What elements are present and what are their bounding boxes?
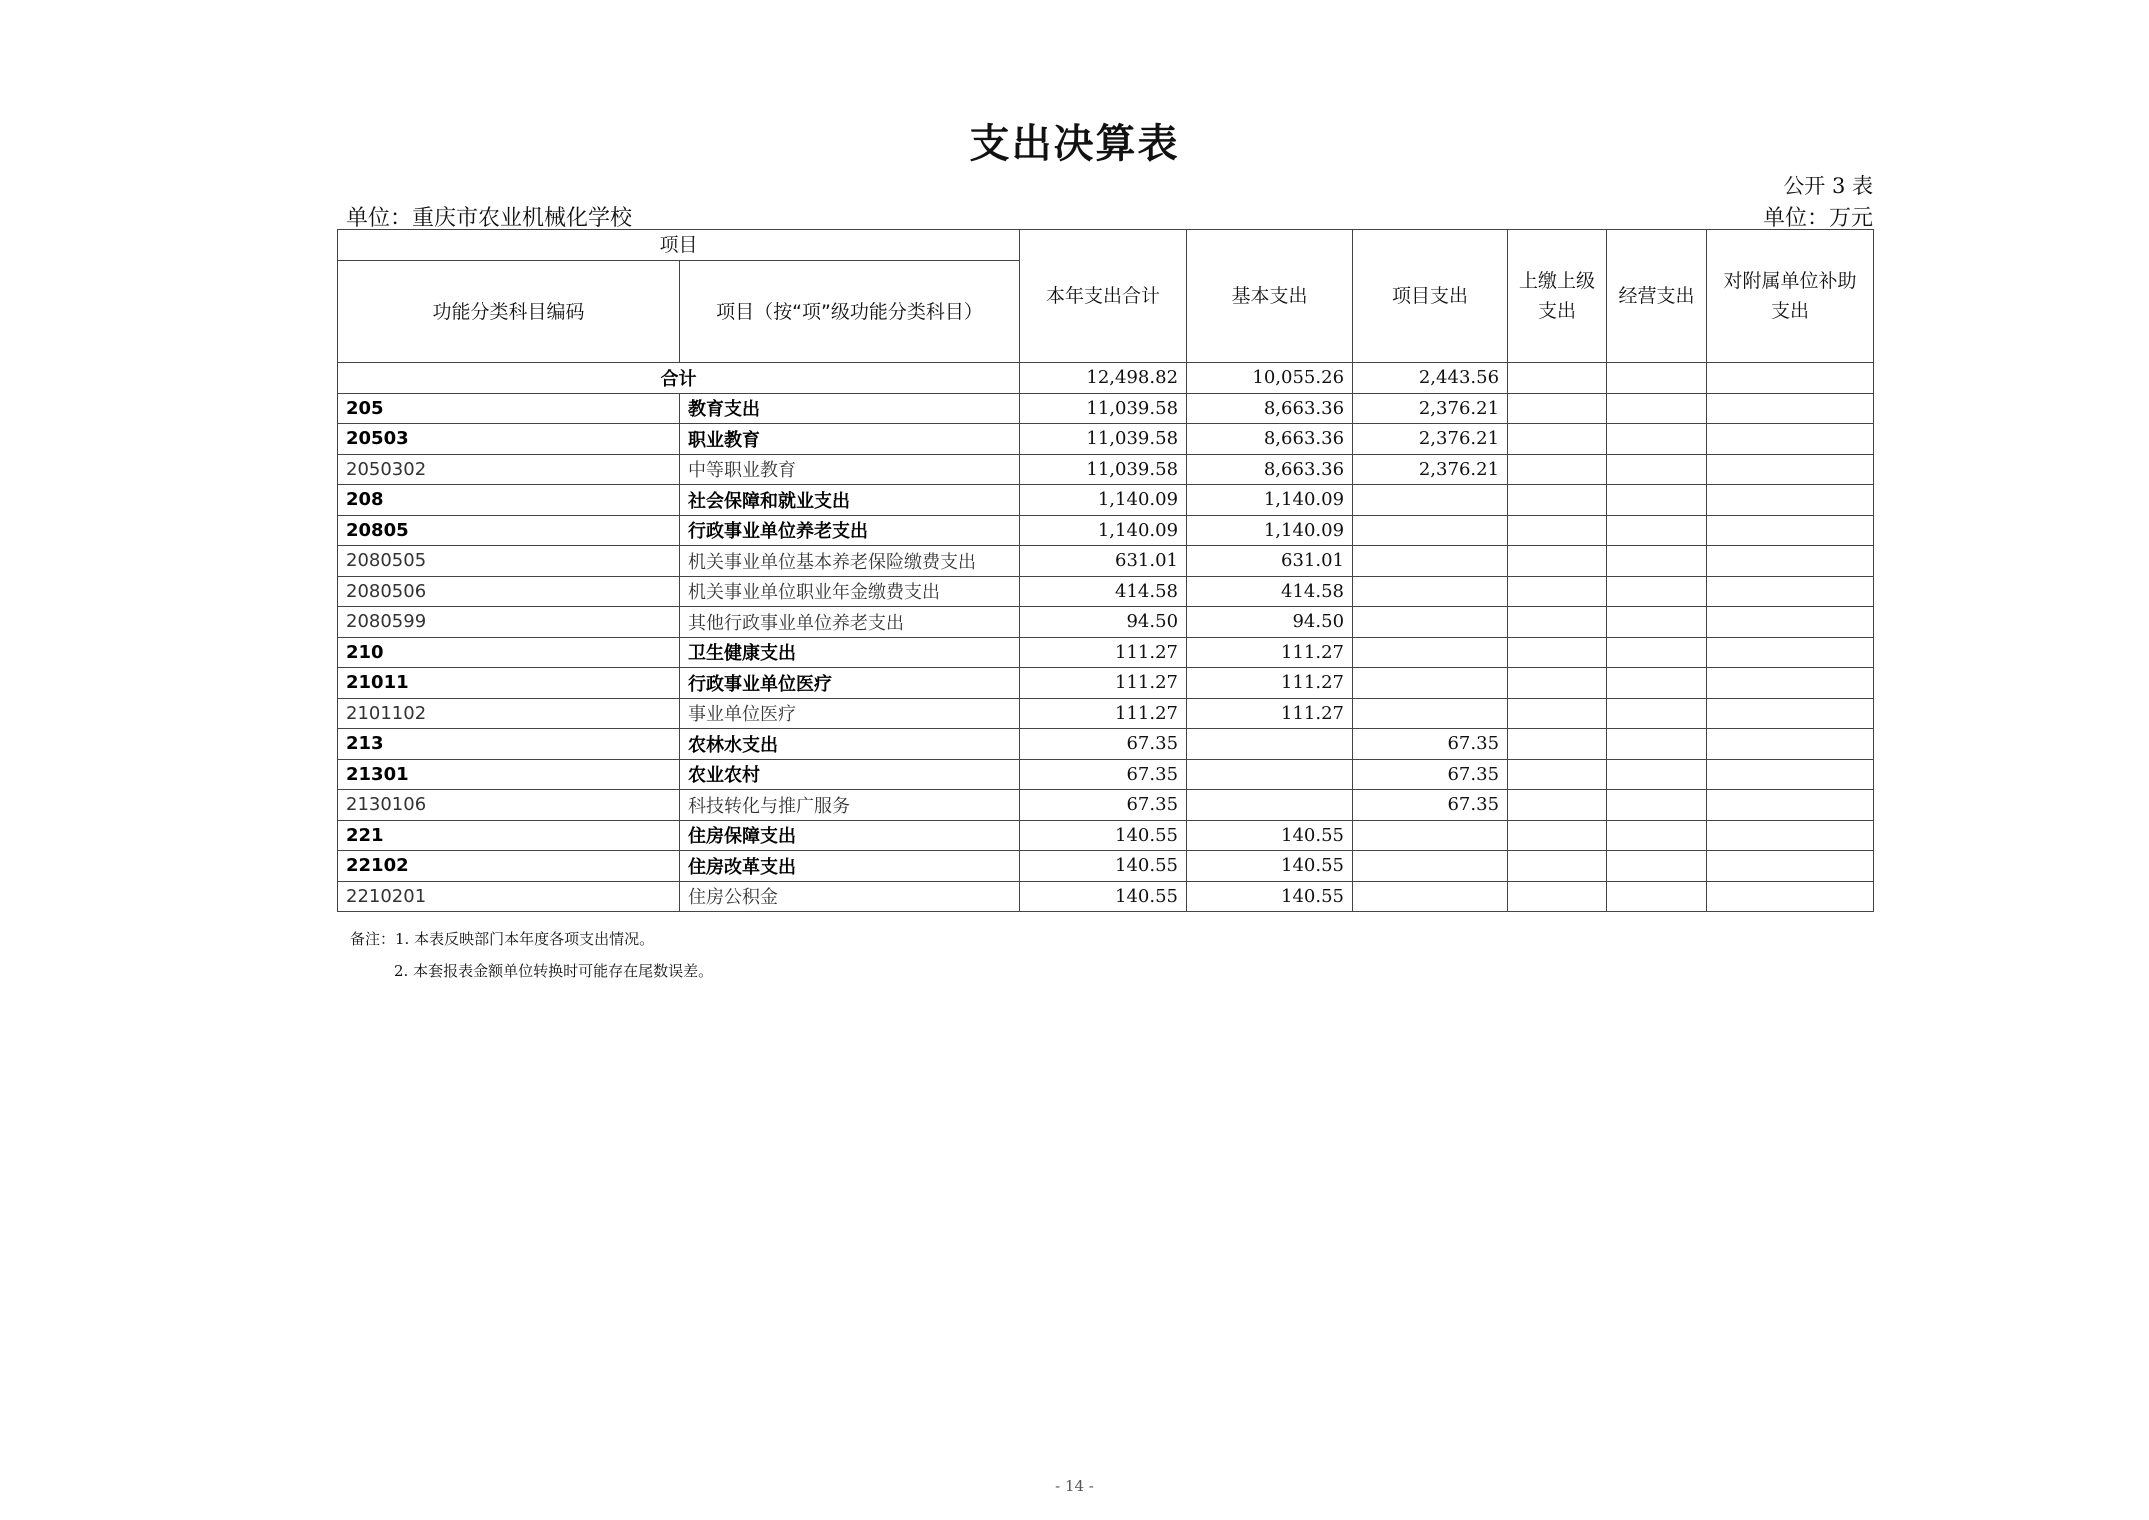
row-code: 2080506 [338,576,680,607]
row-code: 22102 [338,851,680,882]
header-business: 经营支出 [1607,230,1707,363]
row-project [1353,607,1508,638]
row-subsidy [1707,729,1874,760]
row-upper [1508,515,1607,546]
table-row [338,576,1874,607]
row-basic [1187,759,1353,790]
row-total: 11,039.58 [1020,454,1187,485]
row-basic: 631.01 [1187,546,1353,577]
row-code: 2080505 [338,546,680,577]
row-name: 中等职业教育 [680,454,1020,485]
table-row [338,546,1874,577]
header-code: 功能分类科目编码 [338,261,680,363]
row-code: 2210201 [338,881,680,912]
row-basic: 8,663.36 [1187,393,1353,424]
row-project: 2,376.21 [1353,454,1508,485]
row-total: 67.35 [1020,790,1187,821]
row-subsidy [1707,607,1874,638]
row-total: 67.35 [1020,729,1187,760]
header-name: 项目（按“项”级功能分类科目） [680,261,1020,363]
row-upper [1508,881,1607,912]
row-upper [1508,546,1607,577]
row-business [1607,820,1707,851]
row-basic: 111.27 [1187,637,1353,668]
row-total: 111.27 [1020,698,1187,729]
row-code: 208 [338,485,680,516]
row-subsidy [1707,485,1874,516]
header-project: 项目支出 [1353,230,1508,363]
row-subsidy [1707,424,1874,455]
row-name: 住房公积金 [680,881,1020,912]
row-name: 事业单位医疗 [680,698,1020,729]
row-name: 机关事业单位职业年金缴费支出 [680,576,1020,607]
row-name: 教育支出 [680,393,1020,424]
row-subsidy [1707,454,1874,485]
row-basic: 1,140.09 [1187,485,1353,516]
page-title: 支出决算表 [969,121,1180,167]
row-business [1607,576,1707,607]
table-row [338,485,1874,516]
row-code: 20805 [338,515,680,546]
row-code: 20503 [338,424,680,455]
row-code: 2101102 [338,698,680,729]
table-row [338,668,1874,699]
row-project [1353,851,1508,882]
row-basic: 414.58 [1187,576,1353,607]
row-basic [1187,790,1353,821]
row-name: 社会保障和就业支出 [680,485,1020,516]
row-subsidy [1707,759,1874,790]
row-project [1353,546,1508,577]
row-business [1607,546,1707,577]
row-subsidy [1707,790,1874,821]
row-business [1607,668,1707,699]
row-subsidy [1707,515,1874,546]
row-code: 213 [338,729,680,760]
row-name: 其他行政事业单位养老支出 [680,607,1020,638]
row-project: 67.35 [1353,790,1508,821]
row-basic: 111.27 [1187,698,1353,729]
row-subsidy [1707,881,1874,912]
row-upper [1508,393,1607,424]
row-code: 21011 [338,668,680,699]
row-basic: 8,663.36 [1187,454,1353,485]
row-upper [1508,851,1607,882]
total-business [1607,363,1707,394]
row-basic: 94.50 [1187,607,1353,638]
row-subsidy [1707,637,1874,668]
row-code: 21301 [338,759,680,790]
row-upper [1508,790,1607,821]
row-business [1607,515,1707,546]
row-subsidy [1707,668,1874,699]
notes [350,923,713,987]
row-basic: 111.27 [1187,668,1353,699]
row-name: 行政事业单位养老支出 [680,515,1020,546]
row-name: 住房保障支出 [680,820,1020,851]
table-row [338,607,1874,638]
row-basic: 1,140.09 [1187,515,1353,546]
row-business [1607,881,1707,912]
row-business [1607,851,1707,882]
row-upper [1508,759,1607,790]
row-total: 111.27 [1020,637,1187,668]
total-amount: 12,498.82 [1020,363,1187,394]
header-total: 本年支出合计 [1020,230,1187,363]
row-subsidy [1707,851,1874,882]
row-business [1607,759,1707,790]
row-code: 2080599 [338,607,680,638]
row-code: 2130106 [338,790,680,821]
row-subsidy [1707,820,1874,851]
row-upper [1508,454,1607,485]
row-total: 67.35 [1020,759,1187,790]
total-subsidy [1707,363,1874,394]
header-basic: 基本支出 [1187,230,1353,363]
row-basic: 140.55 [1187,851,1353,882]
row-business [1607,790,1707,821]
page-number: - 14 - [1055,1477,1094,1495]
table-row [338,454,1874,485]
row-total: 140.55 [1020,851,1187,882]
row-upper [1508,607,1607,638]
row-upper [1508,637,1607,668]
row-code: 221 [338,820,680,851]
row-business [1607,698,1707,729]
row-project: 67.35 [1353,729,1508,760]
row-business [1607,637,1707,668]
total-basic: 10,055.26 [1187,363,1353,394]
row-upper [1508,698,1607,729]
row-business [1607,729,1707,760]
row-name: 科技转化与推广服务 [680,790,1020,821]
total-row [338,363,1874,394]
row-total: 11,039.58 [1020,393,1187,424]
row-project [1353,698,1508,729]
row-project [1353,820,1508,851]
row-name: 住房改革支出 [680,851,1020,882]
row-subsidy [1707,393,1874,424]
row-name: 农林水支出 [680,729,1020,760]
row-business [1607,424,1707,455]
row-name: 机关事业单位基本养老保险缴费支出 [680,546,1020,577]
row-total: 11,039.58 [1020,424,1187,455]
row-project: 2,376.21 [1353,393,1508,424]
row-upper [1508,820,1607,851]
row-subsidy [1707,546,1874,577]
note-2: 2. 本套报表金额单位转换时可能存在尾数误差。 [394,962,714,980]
row-project [1353,881,1508,912]
row-project: 67.35 [1353,759,1508,790]
table-row [338,424,1874,455]
row-upper [1508,485,1607,516]
header-item-group: 项目 [338,230,1020,261]
table-row [338,851,1874,882]
row-upper [1508,729,1607,760]
row-basic: 140.55 [1187,881,1353,912]
row-project [1353,576,1508,607]
unit-organization: 单位：重庆市农业机械化学校 [346,206,633,231]
table-row [338,515,1874,546]
table-row [338,881,1874,912]
row-name: 职业教育 [680,424,1020,455]
table-number: 公开 3 表 [1783,174,1873,198]
row-upper [1508,576,1607,607]
expenditure-table [337,229,1874,912]
table-row [338,637,1874,668]
header-upper: 上缴上级支出 [1508,230,1607,363]
row-total: 1,140.09 [1020,485,1187,516]
row-total: 94.50 [1020,607,1187,638]
row-project: 2,376.21 [1353,424,1508,455]
row-business [1607,454,1707,485]
table-row [338,729,1874,760]
row-name: 卫生健康支出 [680,637,1020,668]
row-subsidy [1707,698,1874,729]
row-business [1607,485,1707,516]
row-total: 631.01 [1020,546,1187,577]
row-business [1607,393,1707,424]
row-project [1353,515,1508,546]
row-upper [1508,424,1607,455]
total-upper [1508,363,1607,394]
row-total: 414.58 [1020,576,1187,607]
total-project: 2,443.56 [1353,363,1508,394]
row-project [1353,637,1508,668]
row-basic: 140.55 [1187,820,1353,851]
row-name: 农业农村 [680,759,1020,790]
row-project [1353,485,1508,516]
row-code: 205 [338,393,680,424]
row-subsidy [1707,576,1874,607]
row-total: 140.55 [1020,820,1187,851]
row-upper [1508,668,1607,699]
row-code: 2050302 [338,454,680,485]
note-1: 备注：1. 本表反映部门本年度各项支出情况。 [350,930,655,948]
table-row [338,698,1874,729]
table-row [338,790,1874,821]
row-basic: 8,663.36 [1187,424,1353,455]
row-business [1607,607,1707,638]
row-project [1353,668,1508,699]
row-total: 140.55 [1020,881,1187,912]
row-total: 1,140.09 [1020,515,1187,546]
table-row [338,820,1874,851]
row-code: 210 [338,637,680,668]
row-basic [1187,729,1353,760]
header-subsidy: 对附属单位补助支出 [1707,230,1874,363]
table-row [338,393,1874,424]
unit-currency: 单位：万元 [1762,206,1873,231]
row-total: 111.27 [1020,668,1187,699]
row-name: 行政事业单位医疗 [680,668,1020,699]
table-row [338,759,1874,790]
total-label: 合计 [338,363,1020,394]
